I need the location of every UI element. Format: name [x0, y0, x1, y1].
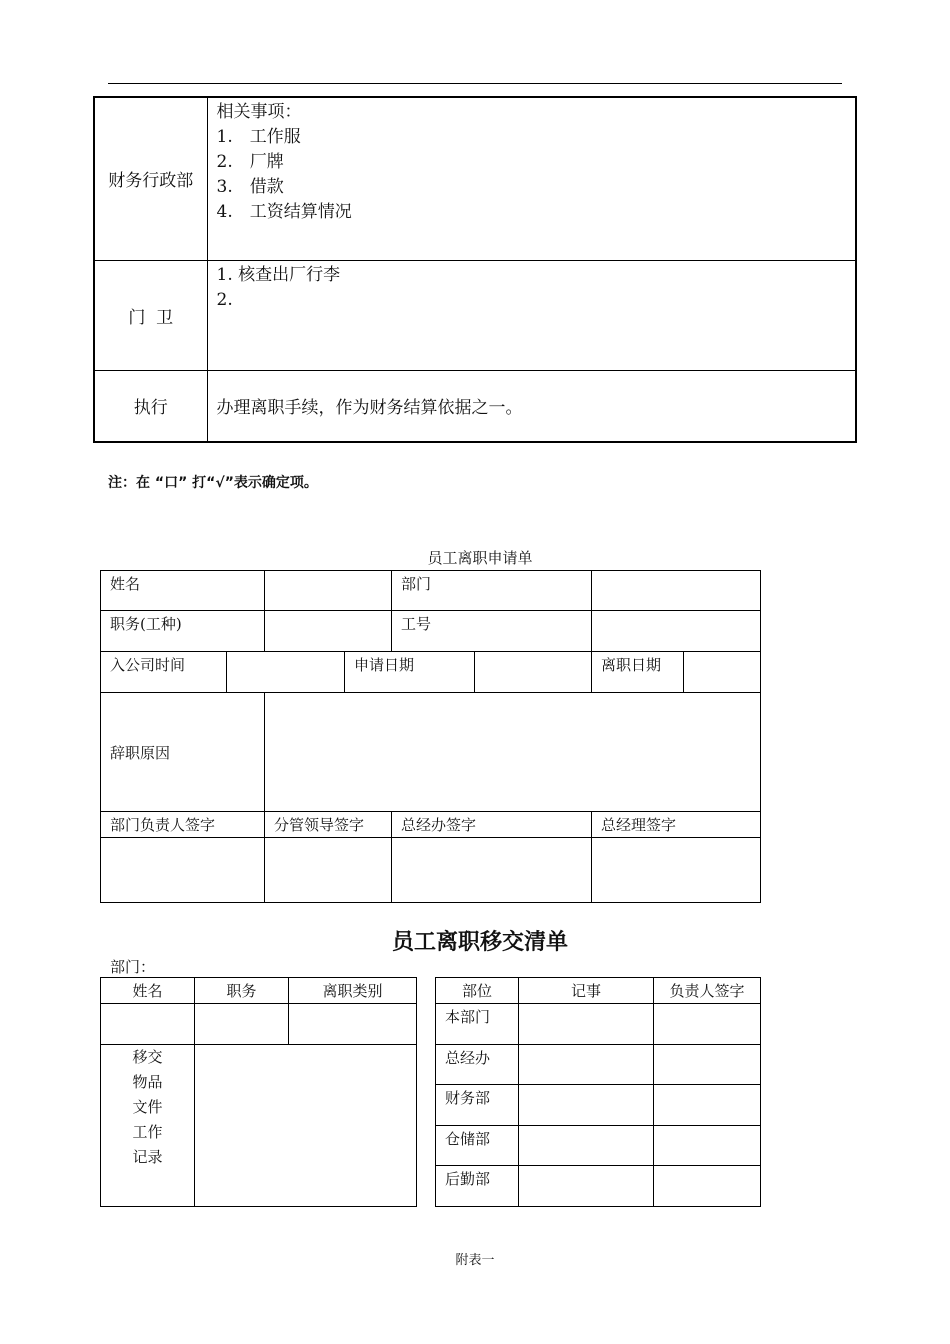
join-date-field[interactable] [227, 652, 345, 693]
row-label-execute: 执行 [94, 370, 207, 442]
list-item: 物品 [132, 1073, 163, 1091]
list-item: 移交 [132, 1048, 163, 1066]
resignation-application-table [100, 570, 761, 903]
col-header-name: 姓名 [101, 978, 195, 1004]
handover-right-table [435, 977, 761, 1207]
name-field[interactable] [265, 571, 392, 611]
leave-date-field[interactable] [684, 652, 760, 692]
reason-field[interactable] [265, 693, 761, 812]
table-row [94, 260, 856, 370]
notes-field[interactable] [519, 1045, 654, 1085]
list-item: 1. 核查出厂行李 [216, 264, 341, 285]
name-label: 姓名 [101, 571, 265, 611]
join-date-label: 入公司时间 [101, 652, 227, 693]
dept-field[interactable] [592, 571, 761, 611]
execute-text: 办理离职手续，作为财务结算依据之一。 [207, 370, 856, 442]
table-row [436, 1045, 761, 1085]
handover-items-label [101, 1045, 195, 1207]
notes-field[interactable] [519, 1004, 654, 1045]
handover-left-table [100, 977, 417, 1207]
handover-title: 员工离职移交清单 [391, 930, 568, 955]
signature-field[interactable] [654, 1004, 761, 1045]
emp-no-label: 工号 [392, 611, 592, 652]
col-header-position: 职务 [195, 978, 289, 1004]
finance-items [207, 97, 856, 260]
table-row [101, 1004, 417, 1045]
row-label-guard: 门 卫 [94, 260, 207, 370]
list-item: 记录 [132, 1148, 163, 1166]
row-label-finance: 财务行政部 [94, 97, 207, 260]
apply-date-field[interactable] [475, 652, 592, 693]
col-header-notes: 记事 [519, 978, 654, 1004]
list-item: 文件 [132, 1098, 163, 1116]
table-row [94, 97, 856, 260]
apply-date-label: 申请日期 [345, 652, 475, 693]
table-row [436, 1166, 761, 1207]
sign-label-gm-office: 总经办签字 [392, 812, 592, 838]
sign-field-gm[interactable] [592, 838, 761, 903]
table-row [436, 1004, 761, 1045]
notes-field[interactable] [519, 1085, 654, 1126]
table-row [101, 571, 761, 611]
table-row [436, 1126, 761, 1166]
signature-field[interactable] [654, 1126, 761, 1166]
table-row [101, 693, 761, 812]
signature-field[interactable] [654, 1166, 761, 1207]
position-field[interactable] [265, 611, 392, 652]
unit-warehouse: 仓储部 [436, 1126, 519, 1166]
col-header-leave-type: 离职类别 [289, 978, 417, 1004]
signature-field[interactable] [654, 1045, 761, 1085]
leave-date-combo [592, 652, 761, 693]
header-rule [108, 83, 842, 84]
signature-field[interactable] [654, 1085, 761, 1126]
leave-date-label: 离职日期 [592, 652, 684, 692]
unit-gm-office: 总经办 [436, 1045, 519, 1085]
table-row [101, 611, 761, 652]
application-title: 员工离职申请单 [427, 549, 533, 567]
table-row [94, 370, 856, 442]
reason-label: 辞职原因 [101, 693, 265, 812]
table-row [101, 1045, 417, 1207]
sign-label-vp: 分管领导签字 [265, 812, 392, 838]
emp-no-field[interactable] [592, 611, 761, 652]
guard-items [207, 260, 856, 370]
sign-label-dept-head: 部门负责人签字 [101, 812, 265, 838]
sign-field-gm-office[interactable] [392, 838, 592, 903]
list-item: 工作 [132, 1123, 163, 1141]
list-item: 1. 工作服 [216, 127, 301, 147]
list-item: 4. 工资结算情况 [216, 202, 352, 222]
handover-name-field[interactable] [101, 1004, 195, 1045]
table-row [436, 1085, 761, 1126]
sign-label-gm: 总经理签字 [592, 812, 761, 838]
table-row [101, 652, 761, 693]
notes-field[interactable] [519, 1166, 654, 1207]
dept-label: 部门 [392, 571, 592, 611]
note-text: 注：在 “口” 打“√”表示确定项。 [108, 475, 318, 491]
col-header-signature: 负责人签字 [654, 978, 761, 1004]
table-row [101, 812, 761, 838]
unit-logistics: 后勤部 [436, 1166, 519, 1207]
handover-items-field[interactable] [195, 1045, 417, 1207]
department-checklist-table [93, 96, 857, 443]
list-item: 2. [216, 289, 233, 310]
table-row [436, 978, 761, 1004]
table-row [101, 978, 417, 1004]
unit-finance: 财务部 [436, 1085, 519, 1126]
handover-dept-label: 部门： [110, 958, 156, 976]
handover-position-field[interactable] [195, 1004, 289, 1045]
notes-field[interactable] [519, 1126, 654, 1166]
sign-field-dept-head[interactable] [101, 838, 265, 903]
handover-leave-type-field[interactable] [289, 1004, 417, 1045]
list-item: 3. 借款 [216, 177, 284, 197]
sign-field-vp[interactable] [265, 838, 392, 903]
list-item: 相关事项： [216, 102, 302, 122]
position-label: 职务(工种) [101, 611, 265, 652]
col-header-unit: 部位 [436, 978, 519, 1004]
footer-text: 附表一 [455, 1253, 495, 1268]
table-row [101, 838, 761, 903]
unit-own-dept: 本部门 [436, 1004, 519, 1045]
list-item: 2. 厂牌 [216, 152, 284, 172]
